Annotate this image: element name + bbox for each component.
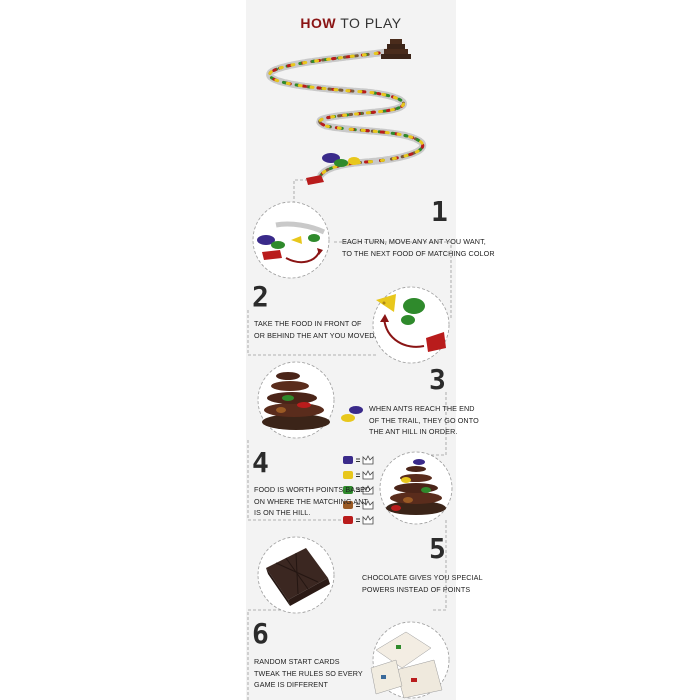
step-number-1: 1	[431, 195, 448, 228]
step-number-6: 6	[252, 617, 269, 650]
step-3-line-3: THE ANT HILL IN ORDER.	[369, 427, 458, 436]
step-text-6	[254, 656, 363, 691]
step-2-line-1: TAKE THE FOOD IN FRONT OF	[254, 319, 362, 328]
title-rest: TO PLAY	[340, 15, 402, 31]
step-6-line-2: TWEAK THE RULES SO EVERY	[254, 668, 363, 678]
step-1-line-2: TO THE NEXT FOOD OF MATCHING COLOR	[342, 248, 495, 258]
step-4-line-1: FOOD IS WORTH POINTS BASED	[254, 485, 371, 494]
score-food-2	[343, 471, 353, 479]
step-text-4	[254, 484, 370, 519]
step-4-line-3: IS ON THE HILL.	[254, 508, 311, 517]
step-number-5: 5	[429, 532, 446, 565]
step5-illustration	[258, 537, 334, 613]
step-4-line-2: ON WHERE THE MATCHING ANT	[254, 496, 369, 506]
step-number-4: 4	[252, 446, 269, 479]
step-text-2	[254, 318, 377, 341]
step-6-line-3: GAME IS DIFFERENT	[254, 680, 328, 689]
step1-illustration	[253, 202, 329, 278]
step-3-line-2: OF THE TRAIL, THEY GO ONTO	[369, 415, 479, 425]
page-title	[246, 15, 456, 31]
score-points-icon-1	[363, 456, 373, 464]
step-text-1	[342, 236, 495, 259]
score-points-icon-2	[363, 471, 373, 479]
step-text-3	[369, 403, 479, 438]
equals-sign-5	[356, 519, 360, 522]
step-6-line-1: RANDOM START CARDS	[254, 657, 340, 666]
step-3-line-1: WHEN ANTS REACH THE END	[369, 404, 475, 413]
step-2-line-2: OR BEHIND THE ANT YOU MOVED.	[254, 330, 377, 340]
step-1-line-1: EACH TURN, MOVE ANY ANT YOU WANT,	[342, 237, 486, 246]
step3-illustration	[258, 362, 363, 438]
illustrations	[246, 0, 456, 700]
step-5-line-1: CHOCOLATE GIVES YOU SPECIAL	[362, 573, 483, 582]
title-bold: HOW	[300, 15, 337, 31]
equals-sign-2	[356, 474, 360, 477]
anthill-top	[381, 39, 411, 59]
step6-illustration	[371, 622, 449, 698]
how-to-play-panel	[246, 0, 495, 700]
step2-illustration	[373, 287, 449, 363]
food-trail	[270, 50, 423, 175]
step-number-3: 3	[429, 363, 446, 396]
step-number-2: 2	[252, 280, 269, 313]
score-food-1	[343, 456, 353, 464]
step-text-5	[362, 572, 483, 595]
step-5-line-2: POWERS INSTEAD OF POINTS	[362, 584, 471, 594]
equals-sign-1	[356, 459, 360, 462]
